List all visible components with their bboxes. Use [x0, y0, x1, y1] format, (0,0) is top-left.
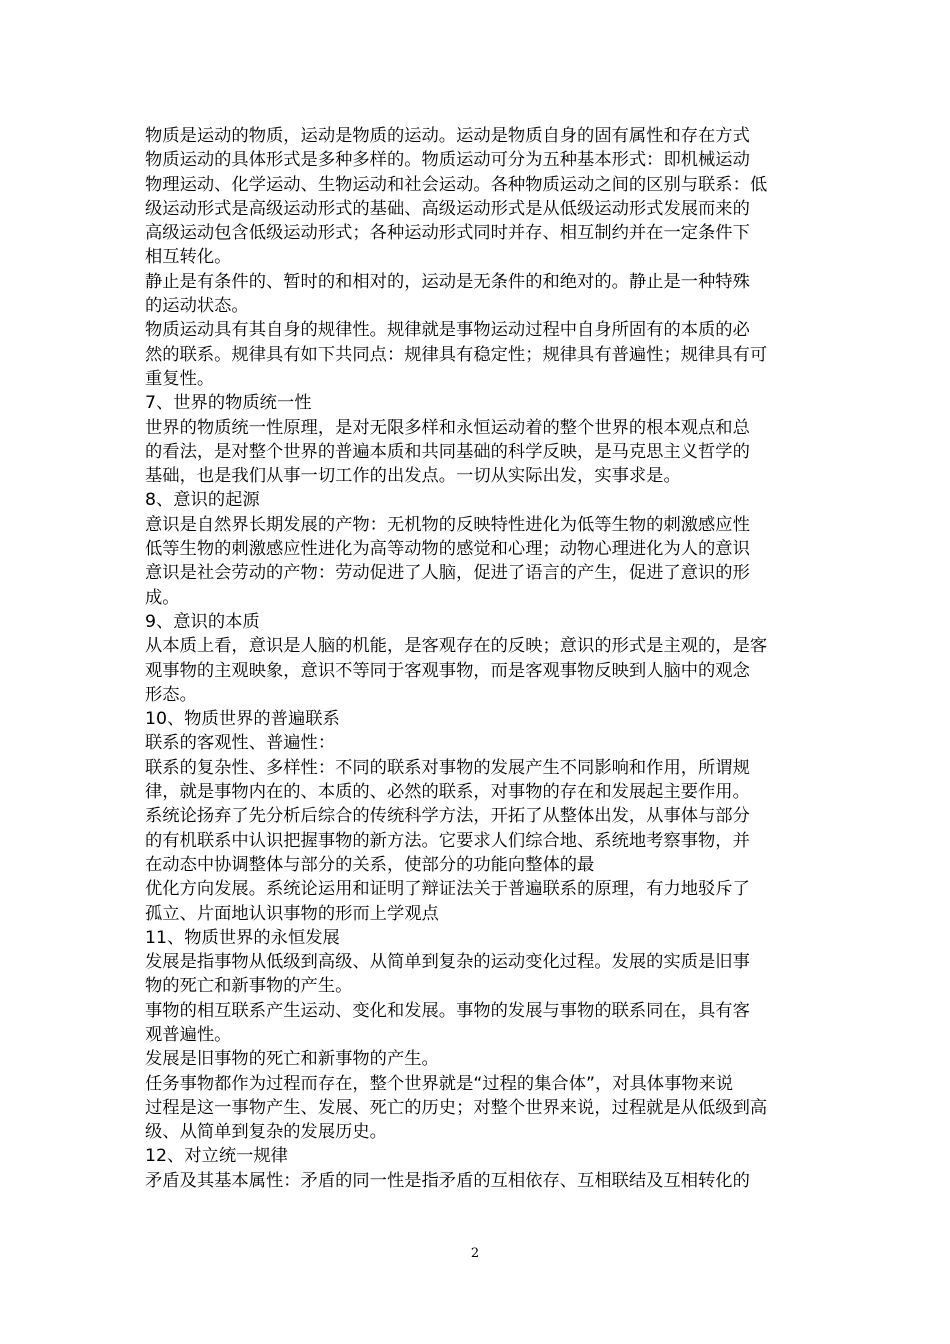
text-line: 静止是有条件的、暂时的和相对的，运动是无条件的和绝对的。静止是一种特殊: [145, 271, 750, 292]
text-line: 律，就是事物内在的、本质的、必然的联系，对事物的存在和发展起主要作用。: [145, 782, 750, 803]
text-line: 世界的物质统一性原理，是对无限多样和永恒运动着的整个世界的根本观点和总: [145, 417, 750, 438]
text-line: 相互转化。: [145, 247, 232, 268]
text-line: 在动态中协调整体与部分的关系，使部分的功能向整体的最: [145, 854, 595, 875]
text-line: 优化方向发展。系统论运用和证明了辩证法关于普遍联系的原理，有力地驳斥了: [145, 879, 750, 900]
text-line: 的看法，是对整个世界的普遍本质和共同基础的科学反映，是马克思主义哲学的: [145, 441, 750, 462]
text-line: 物质运动的具体形式是多种多样的。物质运动可分为五种基本形式：即机械运动: [145, 150, 750, 171]
text-line: 发展是旧事物的死亡和新事物的产生。: [145, 1049, 439, 1070]
text-line: 物理运动、化学运动、生物运动和社会运动。各种物质运动之间的区别与联系：低: [145, 174, 768, 195]
text-line: 9、意识的本质: [145, 611, 260, 632]
text-line: 矛盾及其基本属性：矛盾的同一性是指矛盾的互相依存、互相联结及互相转化的: [145, 1170, 750, 1191]
text-line: 的运动状态。: [145, 296, 249, 317]
text-line: 任务事物都作为过程而存在，整个世界就是“过程的集合体”，对具体事物来说: [145, 1073, 734, 1094]
text-line: 的有机联系中认识把握事物的新方法。它要求人们综合地、系统地考察事物，并: [145, 830, 750, 851]
text-line: 事物的相互联系产生运动、变化和发展。事物的发展与事物的联系同在，具有客: [145, 1000, 750, 1021]
text-line: 形态。: [145, 684, 197, 705]
text-line: 10、物质世界的普遍联系: [145, 709, 340, 730]
text-line: 过程是这一事物产生、发展、死亡的历史；对整个世界来说，过程就是从低级到高: [145, 1097, 768, 1118]
text-line: 8、意识的起源: [145, 490, 260, 511]
text-line: 低等生物的刺激感应性进化为高等动物的感觉和心理；动物心理进化为人的意识: [145, 539, 750, 560]
text-line: 高级运动包含低级运动形式；各种运动形式同时并存、相互制约并在一定条件下: [145, 223, 750, 244]
text-line: 7、世界的物质统一性: [145, 393, 312, 414]
text-line: 观事物的主观映象，意识不等同于客观事物，而是客观事物反映到人脑中的观念: [145, 660, 750, 681]
document-body: [145, 124, 813, 1193]
text-line: 基础，也是我们从事一切工作的出发点。一切从实际出发，实事求是。: [145, 466, 681, 487]
text-line: 重复性。: [145, 368, 215, 389]
text-line: 12、对立统一规律: [145, 1146, 288, 1167]
text-line: 从本质上看，意识是人脑的机能，是客观存在的反映；意识的形式是主观的，是客: [145, 636, 768, 657]
text-line: 成。: [145, 587, 180, 608]
text-line: 级、从简单到复杂的发展历史。: [145, 1122, 387, 1143]
text-line: 联系的客观性、普遍性：: [145, 733, 336, 754]
text-line: 观普遍性。: [145, 1024, 232, 1045]
text-line: 意识是社会劳动的产物：劳动促进了人脑，促进了语言的产生，促进了意识的形: [145, 563, 750, 584]
text-line: 然的联系。规律具有如下共同点：规律具有稳定性；规律具有普遍性；规律具有可: [145, 344, 768, 365]
text-line: 物的死亡和新事物的产生。: [145, 976, 353, 997]
page-number: 2: [470, 1246, 480, 1261]
text-line: 孤立、片面地认识事物的形而上学观点: [145, 903, 439, 924]
text-line: 物质是运动的物质，运动是物质的运动。运动是物质自身的固有属性和存在方式: [145, 126, 750, 146]
text-line: 联系的复杂性、多样性：不同的联系对事物的发展产生不同影响和作用，所谓规: [145, 757, 750, 778]
text-line: 物质运动具有其自身的规律性。规律就是事物运动过程中自身所固有的本质的必: [145, 320, 750, 341]
text-line: 级运动形式是高级运动形式的基础、高级运动形式是从低级运动形式发展而来的: [145, 198, 750, 219]
text-line: 系统论扬弃了先分析后综合的传统科学方法，开拓了从整体出发，从事体与部分: [145, 806, 750, 827]
text-line: 11、物质世界的永恒发展: [145, 927, 340, 948]
text-line: 发展是指事物从低级到高级、从简单到复杂的运动变化过程。发展的实质是旧事: [145, 952, 750, 973]
text-line: 意识是自然界长期发展的产物：无机物的反映特性进化为低等生物的刺激感应性: [145, 514, 750, 535]
